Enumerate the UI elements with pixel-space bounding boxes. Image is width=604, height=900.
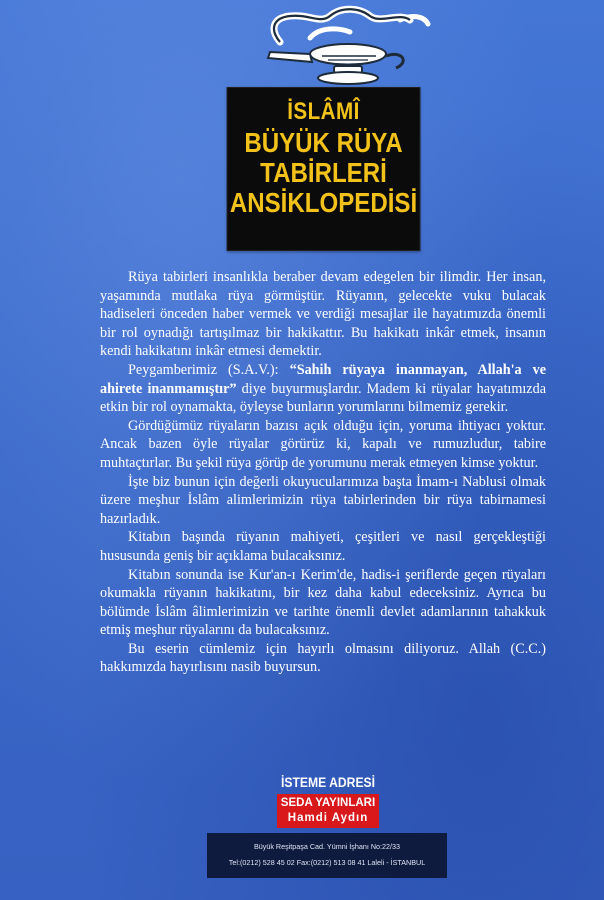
title-line-3: TABİRLERİ (260, 157, 387, 188)
title-line-2: BÜYÜK RÜYA (244, 127, 403, 158)
paragraph-2-intro: Peygamberimiz (S.A.V.): (128, 361, 290, 378)
paragraph-4: İşte biz bunun için değerli okuyucularımıza başta İmam-ı Nablusi olmak üzere meşhur İslâm alimlerimizin rüya tabirlerinden bir rüya tabirnamesi hazırladık. (100, 473, 546, 527)
paragraph-2 (100, 361, 546, 417)
publisher-box (277, 794, 379, 828)
paragraph-3: Gördüğümüz rüyaların bazısı açık olduğu için, yoruma ihtiyacı yoktur. Ancak bazen öyle rüyalar görürüz ki, kapalı ve rumuzludur, tabire muhtaçtırlar. Bu şekil rüya görüp de yorumunu merak etmeyen kimse yoktur. (100, 417, 546, 471)
paragraph-7: Bu eserin cümlemiz için hayırlı olmasını diliyoruz. Allah (C.C.) hakkımızda hayırlısını nasib buyursun. (100, 640, 546, 676)
title-line-1: İSLÂMÎ (287, 98, 360, 125)
order-address-heading: İSTEME ADRESİ (280, 775, 376, 790)
address-contact: Tel:(0212) 528 45 02 Fax:(0212) 513 08 41 Laleli - İSTANBUL (228, 858, 426, 867)
oil-lamp-icon (250, 2, 440, 92)
address-street: Büyük Reşitpaşa Cad. Yümni İşhanı No:22/33 (253, 842, 401, 851)
paragraph-6: Kitabın sonunda ise Kur'an-ı Kerim'de, hadis-i şeriflerde geçen rüyaları okumakla rüyanın hakikatını, bir kez daha kabul edeceksiniz. Ayrıca bu bölümde İslâm âlimlerimizin ve tarihte önemli devlet adamlarının tahakkuk etmiş meşhur rüyalarını da bulacaksınız. (100, 566, 546, 639)
description-text (100, 268, 546, 677)
address-box (207, 833, 447, 878)
paragraph-2-rest: diye buyurmuşlardır. Madem ki rüyalar hayatımızda etkin bir rol oynamakta, öyleyse bunların yorumlarını bilmemiz gerekir. (100, 380, 546, 416)
paragraph-5: Kitabın başında rüyanın mahiyeti, çeşitleri ve nasıl gerçekleştiği hususunda geniş bir açıklama bulacaksınız. (100, 529, 546, 564)
paragraph-1: Rüya tabirleri insanlıkla beraber devam edegelen bir ilimdir. Her insan, yaşamında mutlaka rüya görmüştür. Rüyanın, gelecekte vuku bulacak hadiseleri önceden haber vermek ve verdiği mesajlar ile hayatımızda önemli bir rol oynadığı tartışılmaz bir hakikattır. Bu hakikatı inkâr etmek, insanın kendi hakikatını inkâr etmesi demektir. (100, 269, 546, 360)
publisher-owner: Hamdi Aydın (287, 812, 369, 824)
publisher-name: SEDA YAYINLARI (280, 797, 376, 809)
hadith-quote: “Sahih rüyaya inanmayan, Allah'a ve ahirete inanmamıştır” (100, 361, 546, 397)
title-line-4: ANSİKLOPEDİSİ (229, 187, 418, 218)
book-title-box (227, 87, 421, 251)
